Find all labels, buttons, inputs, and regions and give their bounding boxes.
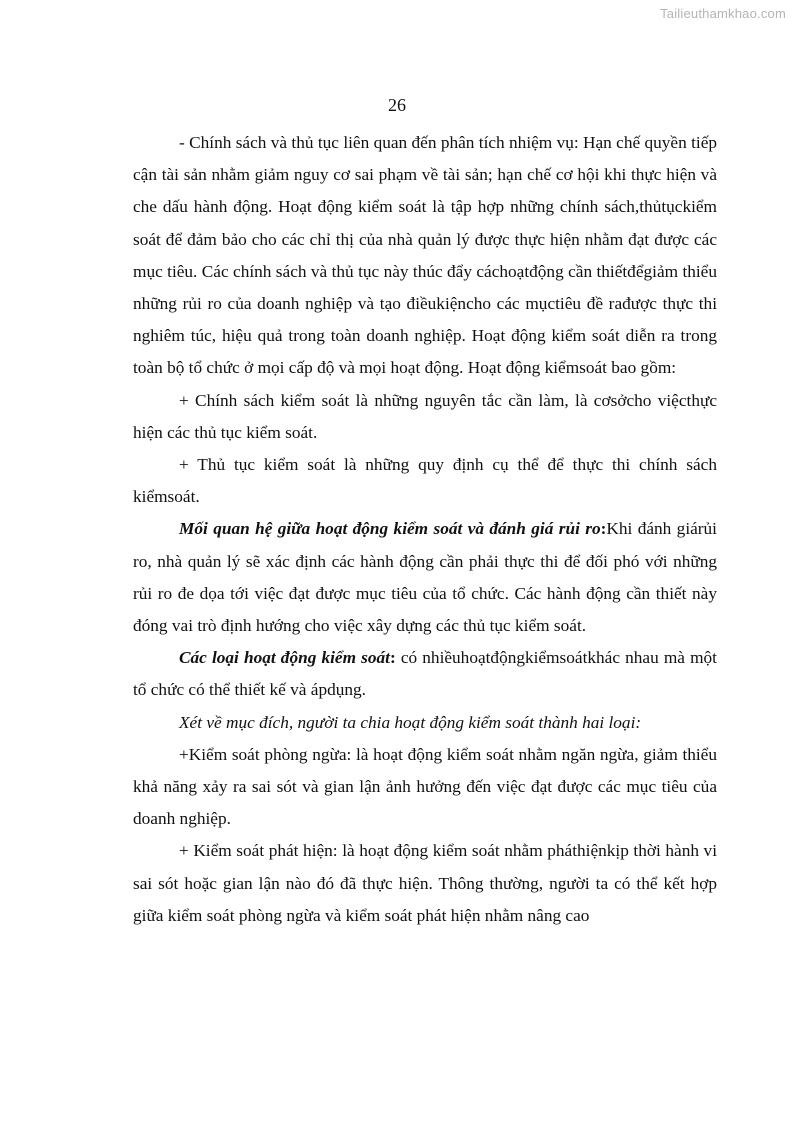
heading-colon: : — [389, 648, 396, 668]
paragraph-risk-relationship — [133, 513, 717, 642]
paragraph-control-procedure-definition: + Thủ tục kiểm soát là những quy định cụ thể để thực thi chính sách kiểmsoát. — [133, 455, 717, 507]
paragraph-control-policy-definition: + Chính sách kiểm soát là những nguyên tắc cần làm, là cơsởcho việcthực hiện các thủ tục kiểm soát. — [133, 390, 717, 442]
heading-control-types: Các loại hoạt động kiểm soát — [179, 648, 390, 668]
control-types-body: có nhiềuhoạtđộngkiểmsoátkhác nhau mà một tổ chức có thể thiết kế và ápdụng. — [133, 648, 717, 700]
paragraph-detective-control: + Kiểm soát phát hiện: là hoạt động kiểm soát nhằm pháthiệnkịp thời hành vi sai sót hoặc gian lận nào đó đã thực hiện. Thông thường, người ta có thể kết hợp giữa kiểm soát phòng ngừa và kiểm soát phát hiện nhằm nâng cao — [133, 841, 717, 925]
heading-colon: : — [600, 519, 607, 539]
watermark-text: Tailieuthamkhao.com — [660, 6, 786, 21]
paragraph-control-policies: - Chính sách và thủ tục liên quan đến phân tích nhiệm vụ: Hạn chế quyền tiếp cận tài sản nhằm giảm nguy cơ sai phạm về tài sản; hạn chế cơ hội khi thực hiện và che dấu hành động. Hoạt động kiểm soát là tập hợp những chính sách,thủtụckiểm soát để đảm bảo cho các chỉ thị của nhà quản lý được thực hiện nhằm đạt được các mục tiêu. Các chính sách và thủ tục này thúc đẩy cáchoạtđộng cần thiếtđểgiảm thiểu những rủi ro của doanh nghiệp và tạo điềukiệncho các mụctiêu đề rađược thực thi nghiêm túc, hiệu quả trong toàn doanh nghiệp. Hoạt động kiểm soát diễn ra trong toàn bộ tổ chức ở mọi cấp độ và mọi hoạt động. Hoạt động kiểmsoát bao gồm: — [133, 133, 717, 378]
paragraph-purpose-classification: Xét về mục đích, người ta chia hoạt động kiểm soát thành hai loại: — [179, 712, 642, 732]
heading-risk-relationship: Mối quan hệ giữa hoạt động kiểm soát và đánh giá rủi ro — [179, 519, 601, 539]
document-body — [133, 127, 717, 932]
page-number: 26 — [388, 95, 406, 115]
paragraph-control-types — [133, 642, 717, 706]
paragraph-preventive-control: +Kiểm soát phòng ngừa: là hoạt động kiểm soát nhằm ngăn ngừa, giảm thiểu khả năng xảy ra sai sót và gian lận ảnh hưởng đến việc đạt được các mục tiêu của doanh nghiệp. — [133, 744, 717, 829]
risk-relationship-body: Khi đánh giárủi ro, nhà quản lý sẽ xác định các hành động cần phải thực thi để đối phó với những rủi ro đe dọa tới việc đạt được mục tiêu của tổ chức. Các hành động cần thiết này đóng vai trò định hướng cho việc xây dựng các thủ tục kiểm soát. — [133, 519, 717, 636]
